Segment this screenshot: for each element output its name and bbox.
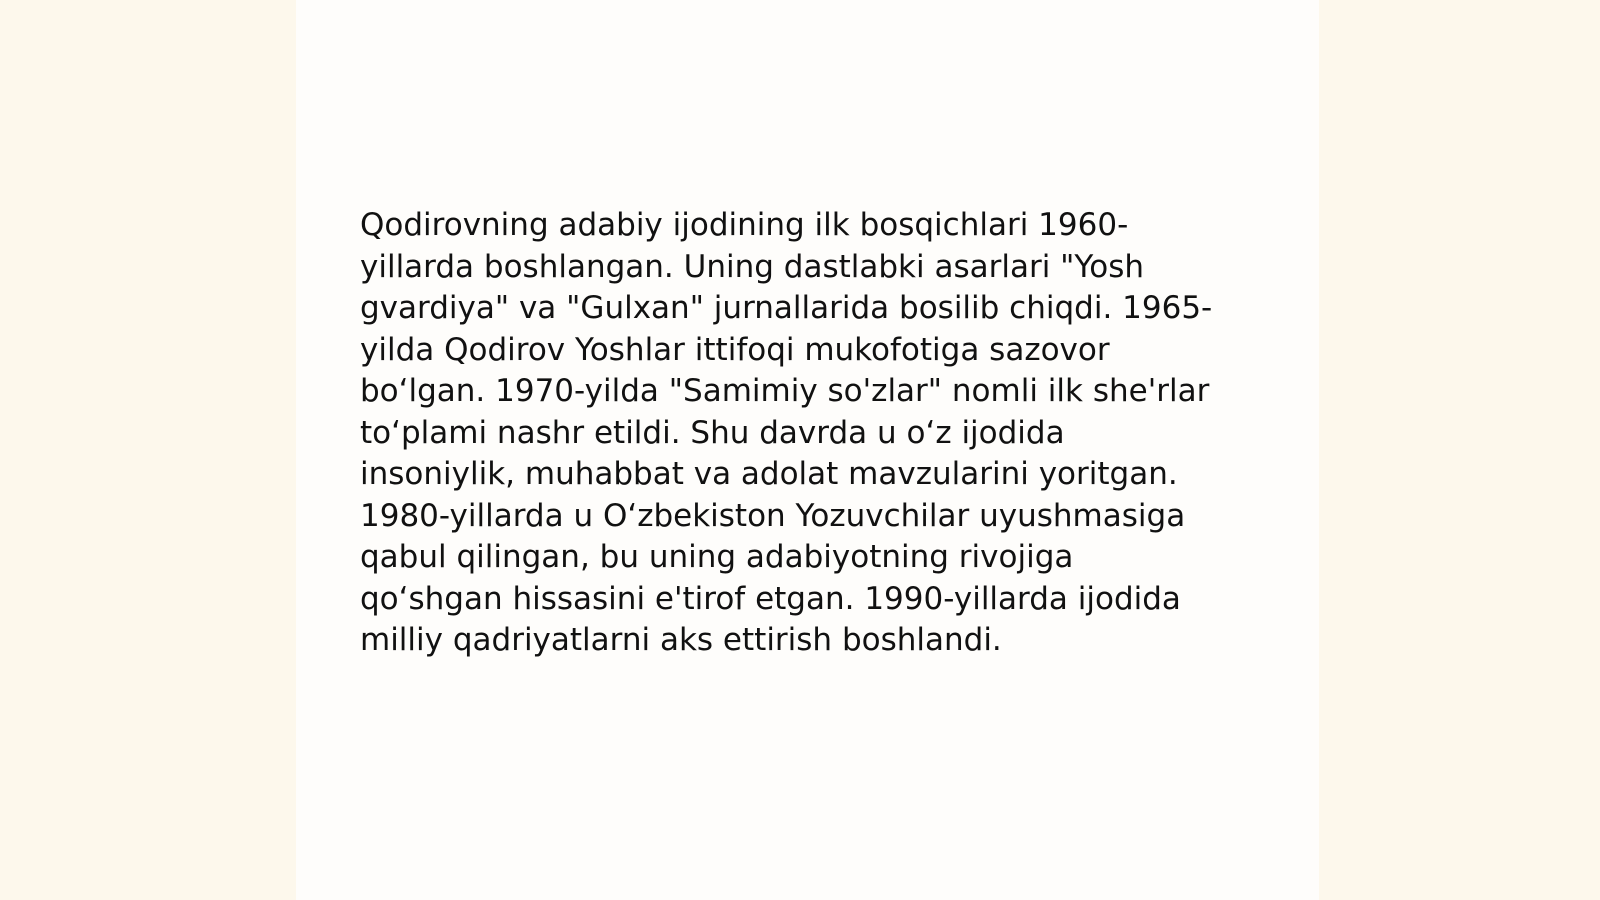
paragraph-line-6: to‘plami nashr etildi. Shu davrda u o‘z ijodida	[360, 414, 1065, 451]
paragraph-line-9: qabul qilingan, bu uning adabiyotning rivojiga	[360, 539, 1074, 575]
paragraph-line-5: bo‘lgan. 1970-yilda "Samimiy so'zlar" nomli ilk she'rlar	[360, 373, 1210, 409]
paragraph-line-2: yillarda boshlangan. Uning dastlabki asarlari "Yosh	[360, 248, 1145, 285]
paragraph-line-3: gvardiya" va "Gulxan" jurnallarida bosilib chiqdi. 1965-	[360, 290, 1213, 326]
paragraph-line-10: qo‘shgan hissasini e'tirof etgan. 1990-yillarda ijodida	[360, 580, 1181, 617]
paragraph-line-7: insoniylik, muhabbat va adolat mavzularini yoritgan.	[360, 456, 1178, 492]
document-page	[296, 0, 1319, 900]
paragraph-line-4: yilda Qodirov Yoshlar ittifoqi mukofotiga sazovor	[360, 331, 1110, 368]
paragraph-line-11: milliy qadriyatlarni aks ettirish boshlandi.	[360, 622, 1002, 658]
paragraph-line-8: 1980-yillarda u O‘zbekiston Yozuvchilar uyushmasiga	[360, 497, 1186, 534]
body-paragraph	[360, 205, 1250, 662]
paragraph-line-1: Qodirovning adabiy ijodining ilk bosqichlari 1960-	[360, 207, 1129, 243]
